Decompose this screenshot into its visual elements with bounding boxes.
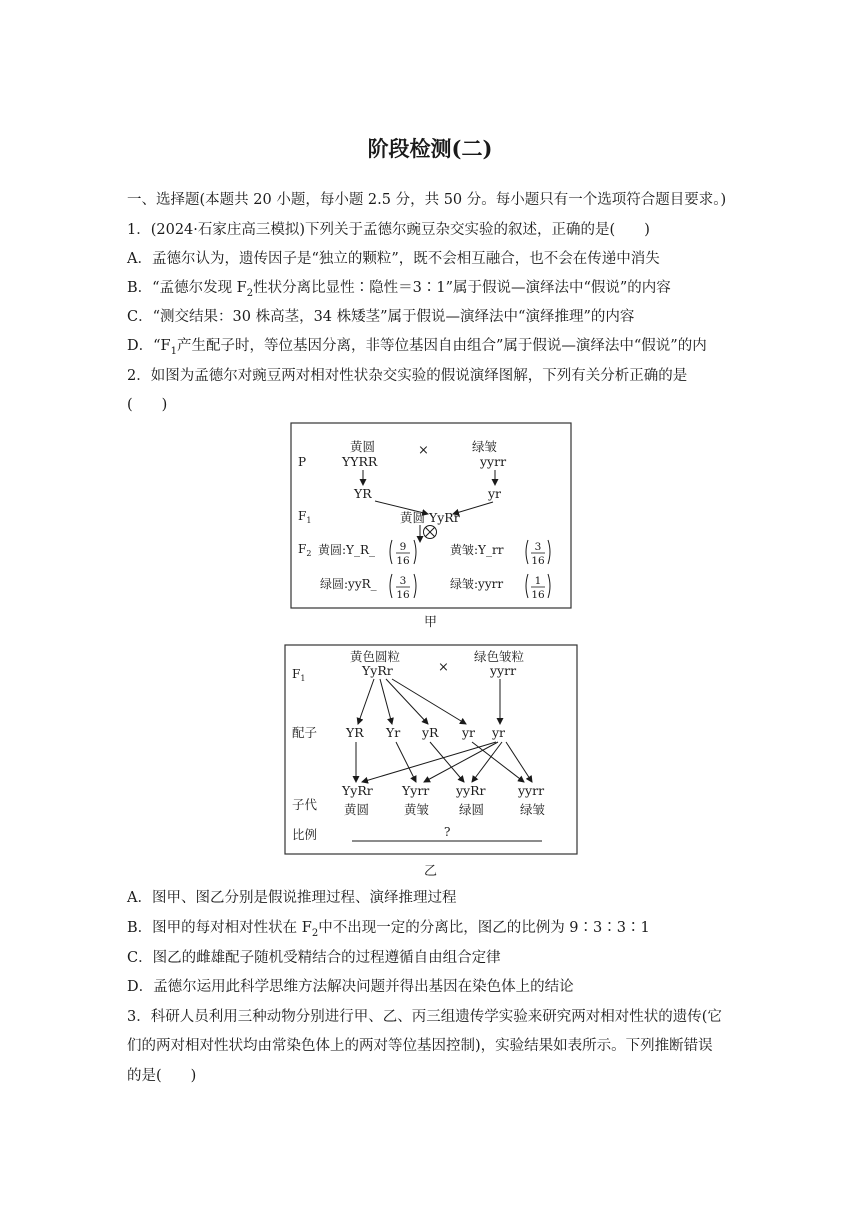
yi-parent2-genotype: yyrr (490, 663, 517, 678)
jia-parent2-genotype: yyrr (480, 454, 507, 469)
q2-option-b: B．图甲的每对相对性状在 $F_2$中不出现一定的分离比，图乙的比例为 9∶3∶3∶1 (127, 920, 650, 939)
q2-option-a: A．图甲、图乙分别是假说推理过程、演绎推理过程 (127, 890, 457, 906)
jia-f2-yellow-wrinkled: 黄皱:Y_rr (450, 543, 504, 557)
yi-offspring-genotype-4: yyrr (518, 783, 545, 798)
yi-gamete-yr-parent2: yr (492, 725, 506, 740)
yi-offspring-phenotype-2: 黄皱 (404, 802, 430, 817)
jia-f1-genotype: 黄圆 YyRr (400, 510, 460, 525)
jia-f2-label: $F_2$ (298, 542, 312, 558)
jia-f2-3-denominator: 16 (396, 589, 410, 601)
jia-f2-2-numerator: 3 (534, 541, 542, 553)
jia-f2-yellow-round: 黄圆:Y_R_ (318, 543, 376, 557)
jia-f2-4-numerator: 1 (534, 575, 542, 587)
yi-ratio-value: ? (444, 825, 451, 839)
yi-gamete-yr-dominant: YR (346, 725, 364, 740)
jia-f2-green-round: 绿圆:yyR_ (320, 577, 377, 591)
q3-stem-line3: 的是( ) (127, 1068, 197, 1084)
jia-f2-4-denominator: 16 (531, 589, 545, 601)
q2-option-c: C．图乙的雌雄配子随机受精结合的过程遵循自由组合定律 (127, 950, 501, 966)
jia-f2-green-wrinkled: 绿皱:yyrr (450, 577, 504, 591)
q1-option-a: A．孟德尔认为，遗传因子是“独立的颗粒”，既不会相互融合，也不会在传递中消失 (127, 251, 660, 267)
q2-stem-line1: 2．如图为孟德尔对豌豆两对相对性状杂交实验的假说演绎图解，下列有关分析正确的是 (127, 368, 688, 384)
figure-yi-frame (285, 645, 577, 854)
yi-ratio-label: 比例 (292, 827, 318, 842)
page-title: 阶段检测(二) (367, 136, 493, 161)
figure-yi-caption: 乙 (424, 864, 438, 879)
yi-offspring-genotype-1: YyRr (342, 783, 373, 798)
yi-gamete-yr-mixed-1: Yr (386, 725, 401, 740)
q2-stem-line2: ( ) (127, 397, 168, 413)
yi-parent2-phenotype: 绿色皱粒 (474, 649, 525, 664)
jia-parent1-genotype: YYRR (342, 454, 378, 469)
jia-parent1-phenotype: 黄圆 (350, 439, 376, 454)
q1-option-b: B．“孟德尔发现 $F_2$性状分离比显性∶隐性＝3∶1”属于假说—演绎法中“假说”的内容 (127, 280, 671, 299)
q3-stem-line2: 们的两对相对性状均由常染色体上的两对等位基因控制)，实验结果如表所示。下列推断错误 (127, 1038, 713, 1054)
figure-jia-caption: 甲 (424, 615, 438, 630)
jia-f2-3-numerator: 3 (399, 575, 407, 587)
yi-gamete-yr-recessive: yr (462, 725, 476, 740)
yi-offspring-label: 子代 (292, 797, 318, 812)
jia-p-label: P (298, 455, 307, 469)
jia-gamete-1: YR (354, 486, 372, 501)
jia-gamete-2: yr (488, 486, 502, 501)
yi-offspring-genotype-3: yyRr (456, 783, 486, 798)
q2-option-d: D．孟德尔运用此科学思维方法解决问题并得出基因在染色体上的结论 (127, 979, 574, 995)
q1-stem: 1．(2024·石家庄高三模拟)下列关于孟德尔豌豆杂交实验的叙述，正确的是( ) (127, 222, 650, 238)
q3-stem-line1: 3．科研人员利用三种动物分别进行甲、乙、丙三组遗传学实验来研究两对相对性状的遗传(它 (127, 1009, 722, 1025)
yi-parent1-genotype: YyRr (362, 663, 393, 678)
figure-jia (290, 422, 572, 610)
yi-gamete-yr-mixed-2: yR (422, 725, 439, 740)
q1-option-d: D．“$F_1$产生配子时，等位基因分离，非等位基因自由组合”属于假说—演绎法中“假说”的内 (127, 338, 707, 357)
figure-yi (284, 644, 579, 856)
yi-offspring-phenotype-3: 绿圆 (459, 802, 485, 817)
yi-cross-symbol: × (438, 660, 449, 675)
jia-parent2-phenotype: 绿皱 (472, 439, 498, 454)
jia-f1-label: $F_1$ (298, 509, 312, 525)
yi-parent1-phenotype: 黄色圆粒 (350, 649, 401, 664)
q1-option-c: C．“测交结果：30 株高茎，34 株矮茎”属于假说—演绎法中“演绎推理”的内容 (127, 309, 635, 325)
yi-gamete-label: 配子 (292, 725, 318, 740)
yi-offspring-phenotype-4: 绿皱 (520, 802, 546, 817)
yi-offspring-phenotype-1: 黄圆 (344, 802, 370, 817)
jia-f2-2-denominator: 16 (531, 555, 545, 567)
jia-f2-1-denominator: 16 (396, 555, 410, 567)
yi-f1-label: $F_1$ (292, 667, 306, 683)
yi-offspring-genotype-2: Yyrr (402, 783, 430, 798)
section-header: 一、选择题(本题共 20 小题，每小题 2.5 分，共 50 分。每小题只有一个选项符合题目要求。) (127, 192, 727, 208)
jia-f2-1-numerator: 9 (399, 541, 407, 553)
jia-cross-symbol: × (418, 443, 429, 458)
